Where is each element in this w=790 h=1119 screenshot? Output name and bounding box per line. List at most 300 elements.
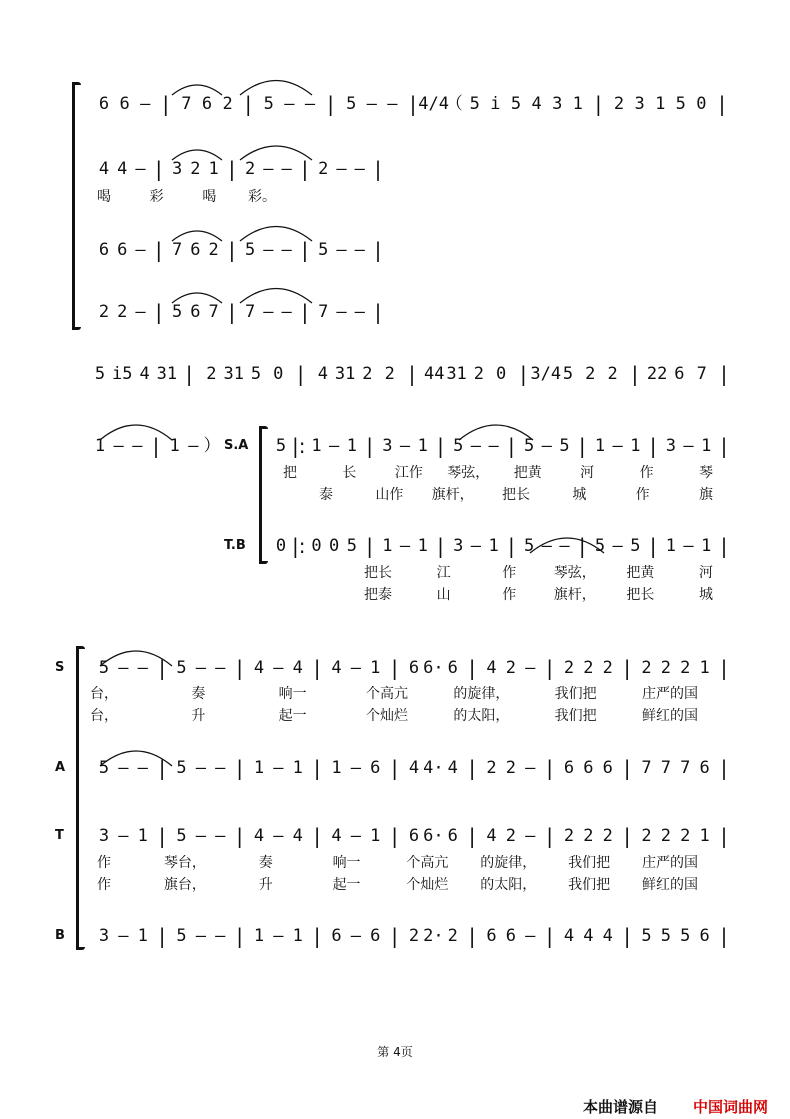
barline: | <box>152 434 160 458</box>
note: – <box>541 536 552 556</box>
note: 31 <box>334 364 356 384</box>
note: – <box>195 826 206 846</box>
note: 3/4 <box>530 364 562 384</box>
note: 6 <box>486 926 497 946</box>
system-3-sa-staff <box>0 434 790 458</box>
note: 5 <box>510 94 522 114</box>
note: 3 <box>634 94 645 114</box>
note: 5 <box>469 94 480 114</box>
note: 1 <box>346 436 357 456</box>
system-4-soprano-staff <box>0 656 790 680</box>
note: – <box>350 926 361 946</box>
note: 3 <box>171 159 183 179</box>
barline: | <box>623 756 631 780</box>
note: 1 <box>94 436 106 456</box>
note: 5 <box>346 536 357 556</box>
note: 5 <box>171 302 183 322</box>
note: 5 <box>250 364 262 384</box>
note: – <box>350 658 361 678</box>
note: 1 <box>699 826 710 846</box>
lyric-syllable: 响一 <box>278 686 307 702</box>
note: 2 <box>602 826 613 846</box>
note: 7 <box>318 302 329 322</box>
barline: | <box>155 238 163 262</box>
note: 1 <box>311 436 322 456</box>
system-1-staff-3 <box>0 238 790 262</box>
note: 4 <box>317 364 328 384</box>
note: 4 <box>139 364 150 384</box>
lyric-syllable: 台， <box>90 708 118 724</box>
note: 1 <box>665 536 676 556</box>
note: 6 <box>370 926 381 946</box>
lyric-syllable: 江 <box>436 565 451 581</box>
barline: | <box>720 756 728 780</box>
note: 5 <box>98 758 110 778</box>
barline: | <box>301 300 309 324</box>
barline: | <box>185 362 193 386</box>
note: 6 <box>674 364 685 384</box>
note: – <box>263 159 274 179</box>
note: 6 <box>201 94 213 114</box>
barline: | <box>409 92 417 116</box>
note: 2 <box>585 364 596 384</box>
lyric-syllable: 把黄 <box>513 465 542 481</box>
note: 1 <box>208 159 219 179</box>
note: 7 <box>245 302 256 322</box>
note: 4 <box>292 826 303 846</box>
lyric-syllable: 彩。 <box>248 189 276 205</box>
barline: | <box>649 534 657 558</box>
lyric-syllable: 作 <box>639 465 654 481</box>
note: 5 <box>176 758 187 778</box>
watermark-site: 中国词曲网 <box>693 1098 769 1116</box>
note: 6 <box>190 302 201 322</box>
note: – <box>132 436 143 456</box>
note: 5 <box>630 536 641 556</box>
note: 2 <box>505 658 516 678</box>
note: 1 <box>655 94 666 114</box>
lyric-syllable: 的太阳， <box>453 708 510 724</box>
note: 2 <box>613 94 625 114</box>
lyric-syllable: 旗杆， <box>553 587 596 603</box>
note: – <box>350 826 361 846</box>
note: 2 <box>473 364 484 384</box>
note: 2 <box>641 658 652 678</box>
note: 1 <box>701 536 712 556</box>
note: ） <box>203 436 221 456</box>
barline: | <box>228 157 236 181</box>
note: – <box>525 826 536 846</box>
lyric-syllable: 河 <box>580 465 595 481</box>
note: 4 <box>98 159 110 179</box>
note: 2 <box>680 826 691 846</box>
system-1-staff-1 <box>0 92 790 116</box>
note: – <box>470 436 482 456</box>
note: （ <box>445 94 463 114</box>
barline: | <box>155 157 163 181</box>
note: 5 <box>453 436 464 456</box>
note: – <box>399 536 411 556</box>
note: 1 <box>292 926 303 946</box>
barline: | <box>313 656 321 680</box>
lyric-syllable: 把黄 <box>626 565 655 581</box>
barline: | <box>623 824 631 848</box>
note: 0 <box>496 364 507 384</box>
system-4-tenor-lyrics-1 <box>0 853 790 873</box>
lyric-syllable: 响一 <box>332 855 361 871</box>
note: – <box>488 436 499 456</box>
lyric-syllable: 个高亢 <box>406 855 449 871</box>
barline: | <box>236 924 243 948</box>
note: – <box>273 758 284 778</box>
note: 1 <box>169 436 180 456</box>
note: 7 <box>660 758 671 778</box>
note: – <box>541 436 552 456</box>
note: 4 <box>602 926 613 946</box>
note: 2 <box>98 302 110 322</box>
note: – <box>683 436 694 456</box>
note: 2 <box>505 758 516 778</box>
note: – <box>135 159 146 179</box>
note: – <box>304 94 316 114</box>
note: 5 <box>245 240 256 260</box>
note: 5 <box>346 94 357 114</box>
note: – <box>354 159 365 179</box>
note: 6 <box>602 758 613 778</box>
note: 5 <box>594 536 606 556</box>
lyric-syllable: 升 <box>191 708 206 724</box>
note: 1 <box>253 758 265 778</box>
note: 6 <box>117 240 128 260</box>
note: – <box>118 758 129 778</box>
system-3-tb-staff <box>0 534 790 558</box>
barline: | <box>578 534 586 558</box>
note: – <box>273 926 284 946</box>
note: 0 <box>275 536 287 556</box>
note: 6· <box>423 826 444 846</box>
note: – <box>281 240 292 260</box>
note: – <box>281 159 292 179</box>
note: 5 <box>176 658 187 678</box>
system-4-tenor-staff <box>0 824 790 848</box>
lyric-syllable: 彩 <box>149 189 164 205</box>
barline: | <box>546 824 553 848</box>
lyric-syllable: 个灿烂 <box>406 877 449 893</box>
barline: | <box>391 756 398 780</box>
part-label-b: B <box>55 928 65 943</box>
part-label-sa: S.A <box>224 438 249 453</box>
barline: | <box>546 756 553 780</box>
note: 4 <box>531 94 542 114</box>
note: i <box>490 94 501 114</box>
note: – <box>273 658 284 678</box>
system-1-staff-2 <box>0 157 790 181</box>
lyric-syllable: 我们把 <box>568 877 611 893</box>
barline: | <box>546 924 553 948</box>
note: 6· <box>423 658 444 678</box>
note: 0 <box>311 536 322 556</box>
note: 4 <box>331 826 342 846</box>
lyric-syllable: 把长 <box>626 587 655 603</box>
system-4-alto-staff <box>0 756 790 780</box>
note: 1 <box>137 926 148 946</box>
note: 1 <box>137 826 148 846</box>
note: 1 <box>572 94 583 114</box>
note: 2 <box>602 658 613 678</box>
system-3-tb-lyrics-2 <box>0 585 790 605</box>
note: 2 <box>362 364 373 384</box>
lyric-syllable: 山作 <box>375 487 404 503</box>
note: 2 <box>384 364 395 384</box>
note: 3 <box>98 926 110 946</box>
barline: | <box>623 656 631 680</box>
lyric-syllable: 作 <box>502 565 517 581</box>
barline: | <box>158 924 166 948</box>
note: – <box>683 536 694 556</box>
barline: | <box>649 434 657 458</box>
note: – <box>559 536 570 556</box>
note: – <box>350 758 361 778</box>
note: 2 <box>563 826 575 846</box>
note: – <box>525 926 536 946</box>
lyric-syllable: 我们把 <box>554 708 597 724</box>
note: – <box>137 658 148 678</box>
note: 2 <box>660 658 671 678</box>
barline: | <box>155 300 163 324</box>
note: 6 <box>331 926 342 946</box>
system-3-tb-lyrics-1 <box>0 563 790 583</box>
note: 5 <box>98 658 110 678</box>
lyric-syllable: 把 <box>283 465 297 481</box>
note: 2 <box>447 926 458 946</box>
barline: | <box>236 756 243 780</box>
barline: | <box>520 362 527 386</box>
barline: | <box>228 238 236 262</box>
note: 3 <box>453 536 464 556</box>
lyric-syllable: 河 <box>699 565 713 581</box>
barline: | <box>301 238 309 262</box>
lyric-syllable: 城 <box>699 587 713 603</box>
system-4-soprano-lyrics-2 <box>0 706 790 726</box>
note: 2 <box>660 826 671 846</box>
note: 6 <box>119 94 130 114</box>
note: – <box>336 240 347 260</box>
note: – <box>113 436 124 456</box>
system-1-staff-4 <box>0 300 790 324</box>
note: 6 <box>505 926 516 946</box>
note: 4 <box>292 658 303 678</box>
barline: | <box>158 756 166 780</box>
note: 4 <box>253 658 265 678</box>
note: 6 <box>190 240 201 260</box>
note: 5 <box>176 926 187 946</box>
note: – <box>135 240 146 260</box>
note: 2 <box>190 159 201 179</box>
note: 3 <box>98 826 110 846</box>
note: – <box>281 302 292 322</box>
note: 3 <box>382 436 393 456</box>
note: 5 <box>275 436 287 456</box>
note: 6 <box>447 658 458 678</box>
barline: | <box>374 157 382 181</box>
barline: | <box>720 362 728 386</box>
note: 4 <box>486 658 497 678</box>
note: 2 <box>583 658 594 678</box>
note: 2 <box>583 826 594 846</box>
note: 1 <box>699 658 710 678</box>
barline: | <box>720 924 728 948</box>
lyric-syllable: 把泰 <box>364 587 392 603</box>
note: – <box>263 302 274 322</box>
note: 2· <box>423 926 444 946</box>
barline: | <box>313 824 321 848</box>
note: – <box>612 536 623 556</box>
lyric-syllable: 鲜红的国 <box>642 708 698 724</box>
lyric-syllable: 把长 <box>502 487 530 503</box>
note: 5 <box>523 536 535 556</box>
lyric-syllable: 庄严的国 <box>642 686 698 702</box>
system-3-sa-lyrics-2 <box>0 485 790 505</box>
barline: | <box>374 300 382 324</box>
lyric-syllable: 喝 <box>97 189 111 205</box>
note: 2 <box>117 302 128 322</box>
lyric-syllable: 城 <box>572 487 587 503</box>
note: 6 <box>447 826 458 846</box>
barline: | <box>391 824 398 848</box>
lyric-syllable: 江作 <box>394 465 423 481</box>
note: – <box>336 302 347 322</box>
lyric-syllable: 个灿烂 <box>366 708 408 724</box>
lyric-syllable: 我们把 <box>554 686 597 702</box>
barline: |: <box>291 534 306 558</box>
lyric-syllable: 作 <box>97 877 111 893</box>
lyric-syllable: 旗杆， <box>431 487 474 503</box>
barline: | <box>301 157 309 181</box>
note: 5 <box>660 926 671 946</box>
note: 1 <box>488 536 499 556</box>
note: – <box>354 302 365 322</box>
lyric-syllable: 琴弦， <box>553 565 596 581</box>
part-label-s: S <box>55 660 65 675</box>
note: – <box>284 94 295 114</box>
page-number: 第 4页 <box>377 1045 413 1059</box>
note: 1 <box>630 436 641 456</box>
part-label-a: A <box>55 760 66 775</box>
note: 2 <box>563 658 575 678</box>
note: 7 <box>181 94 192 114</box>
lyric-syllable: 旗 <box>699 487 713 503</box>
note: 7 <box>680 758 691 778</box>
note: 4 <box>486 826 497 846</box>
barline: | <box>391 656 398 680</box>
note: – <box>118 658 129 678</box>
note: 0 <box>696 94 707 114</box>
note: 5 <box>263 94 274 114</box>
note: 1 <box>382 536 393 556</box>
system-4-tenor-lyrics-2 <box>0 875 790 895</box>
lyric-syllable: 起一 <box>278 708 307 724</box>
lyric-syllable: 作 <box>502 587 517 603</box>
lyric-syllable: 作 <box>635 487 650 503</box>
note: – <box>329 436 340 456</box>
system-4-bass-staff <box>0 924 790 948</box>
note: 2 <box>641 826 652 846</box>
barline: | <box>366 434 373 458</box>
note: – <box>188 436 199 456</box>
note: 1 <box>370 658 381 678</box>
barline: | <box>236 824 243 848</box>
note: 5 <box>94 364 106 384</box>
note: – <box>336 159 347 179</box>
note: – <box>195 658 206 678</box>
note: 1 <box>370 826 381 846</box>
part-label-t: T <box>55 828 64 843</box>
note: 0 <box>273 364 284 384</box>
barline: | <box>437 434 444 458</box>
barline: | <box>366 534 373 558</box>
barline: | <box>720 534 728 558</box>
lyric-syllable: 我们把 <box>568 855 611 871</box>
barline: | <box>313 756 321 780</box>
note: 6 <box>583 758 594 778</box>
note: 5 <box>562 364 574 384</box>
lyric-syllable: 奏 <box>258 855 273 871</box>
note: 6 <box>98 240 110 260</box>
note: 5 <box>176 826 187 846</box>
barline: | <box>468 924 476 948</box>
note: 6 <box>408 658 420 678</box>
barline: | <box>720 656 728 680</box>
note: – <box>366 94 377 114</box>
note: 1 <box>292 758 303 778</box>
lyric-syllable: 琴 <box>699 465 713 481</box>
note: 1 <box>331 758 342 778</box>
lyric-syllable: 的太阳， <box>480 877 537 893</box>
note: 2 <box>318 159 329 179</box>
barline: | <box>158 656 166 680</box>
barline: | <box>313 924 321 948</box>
note: – <box>137 758 148 778</box>
lyric-syllable: 个高亢 <box>366 686 408 702</box>
lyric-syllable: 喝 <box>202 189 217 205</box>
barline: | <box>297 362 304 386</box>
note: – <box>118 826 129 846</box>
note: 7 <box>208 302 219 322</box>
barline: | <box>718 92 726 116</box>
note: 31 <box>446 364 467 384</box>
barline: | <box>408 362 416 386</box>
system-1-lyrics <box>0 187 790 207</box>
note: – <box>525 758 536 778</box>
note: 5 <box>680 926 691 946</box>
note: 4· <box>423 758 444 778</box>
note: – <box>215 826 226 846</box>
barline: |: <box>291 434 306 458</box>
lyric-syllable: 琴台， <box>163 855 206 871</box>
note: 5 <box>523 436 535 456</box>
note: 6 <box>699 758 710 778</box>
note: 4 <box>447 758 458 778</box>
note: – <box>215 758 226 778</box>
note: 1 <box>253 926 265 946</box>
note: – <box>195 926 206 946</box>
lyric-syllable: 升 <box>258 877 273 893</box>
barline: | <box>507 534 515 558</box>
note: – <box>612 436 623 456</box>
note: 2 <box>486 758 497 778</box>
barline: | <box>158 824 166 848</box>
note: 0 <box>329 536 340 556</box>
